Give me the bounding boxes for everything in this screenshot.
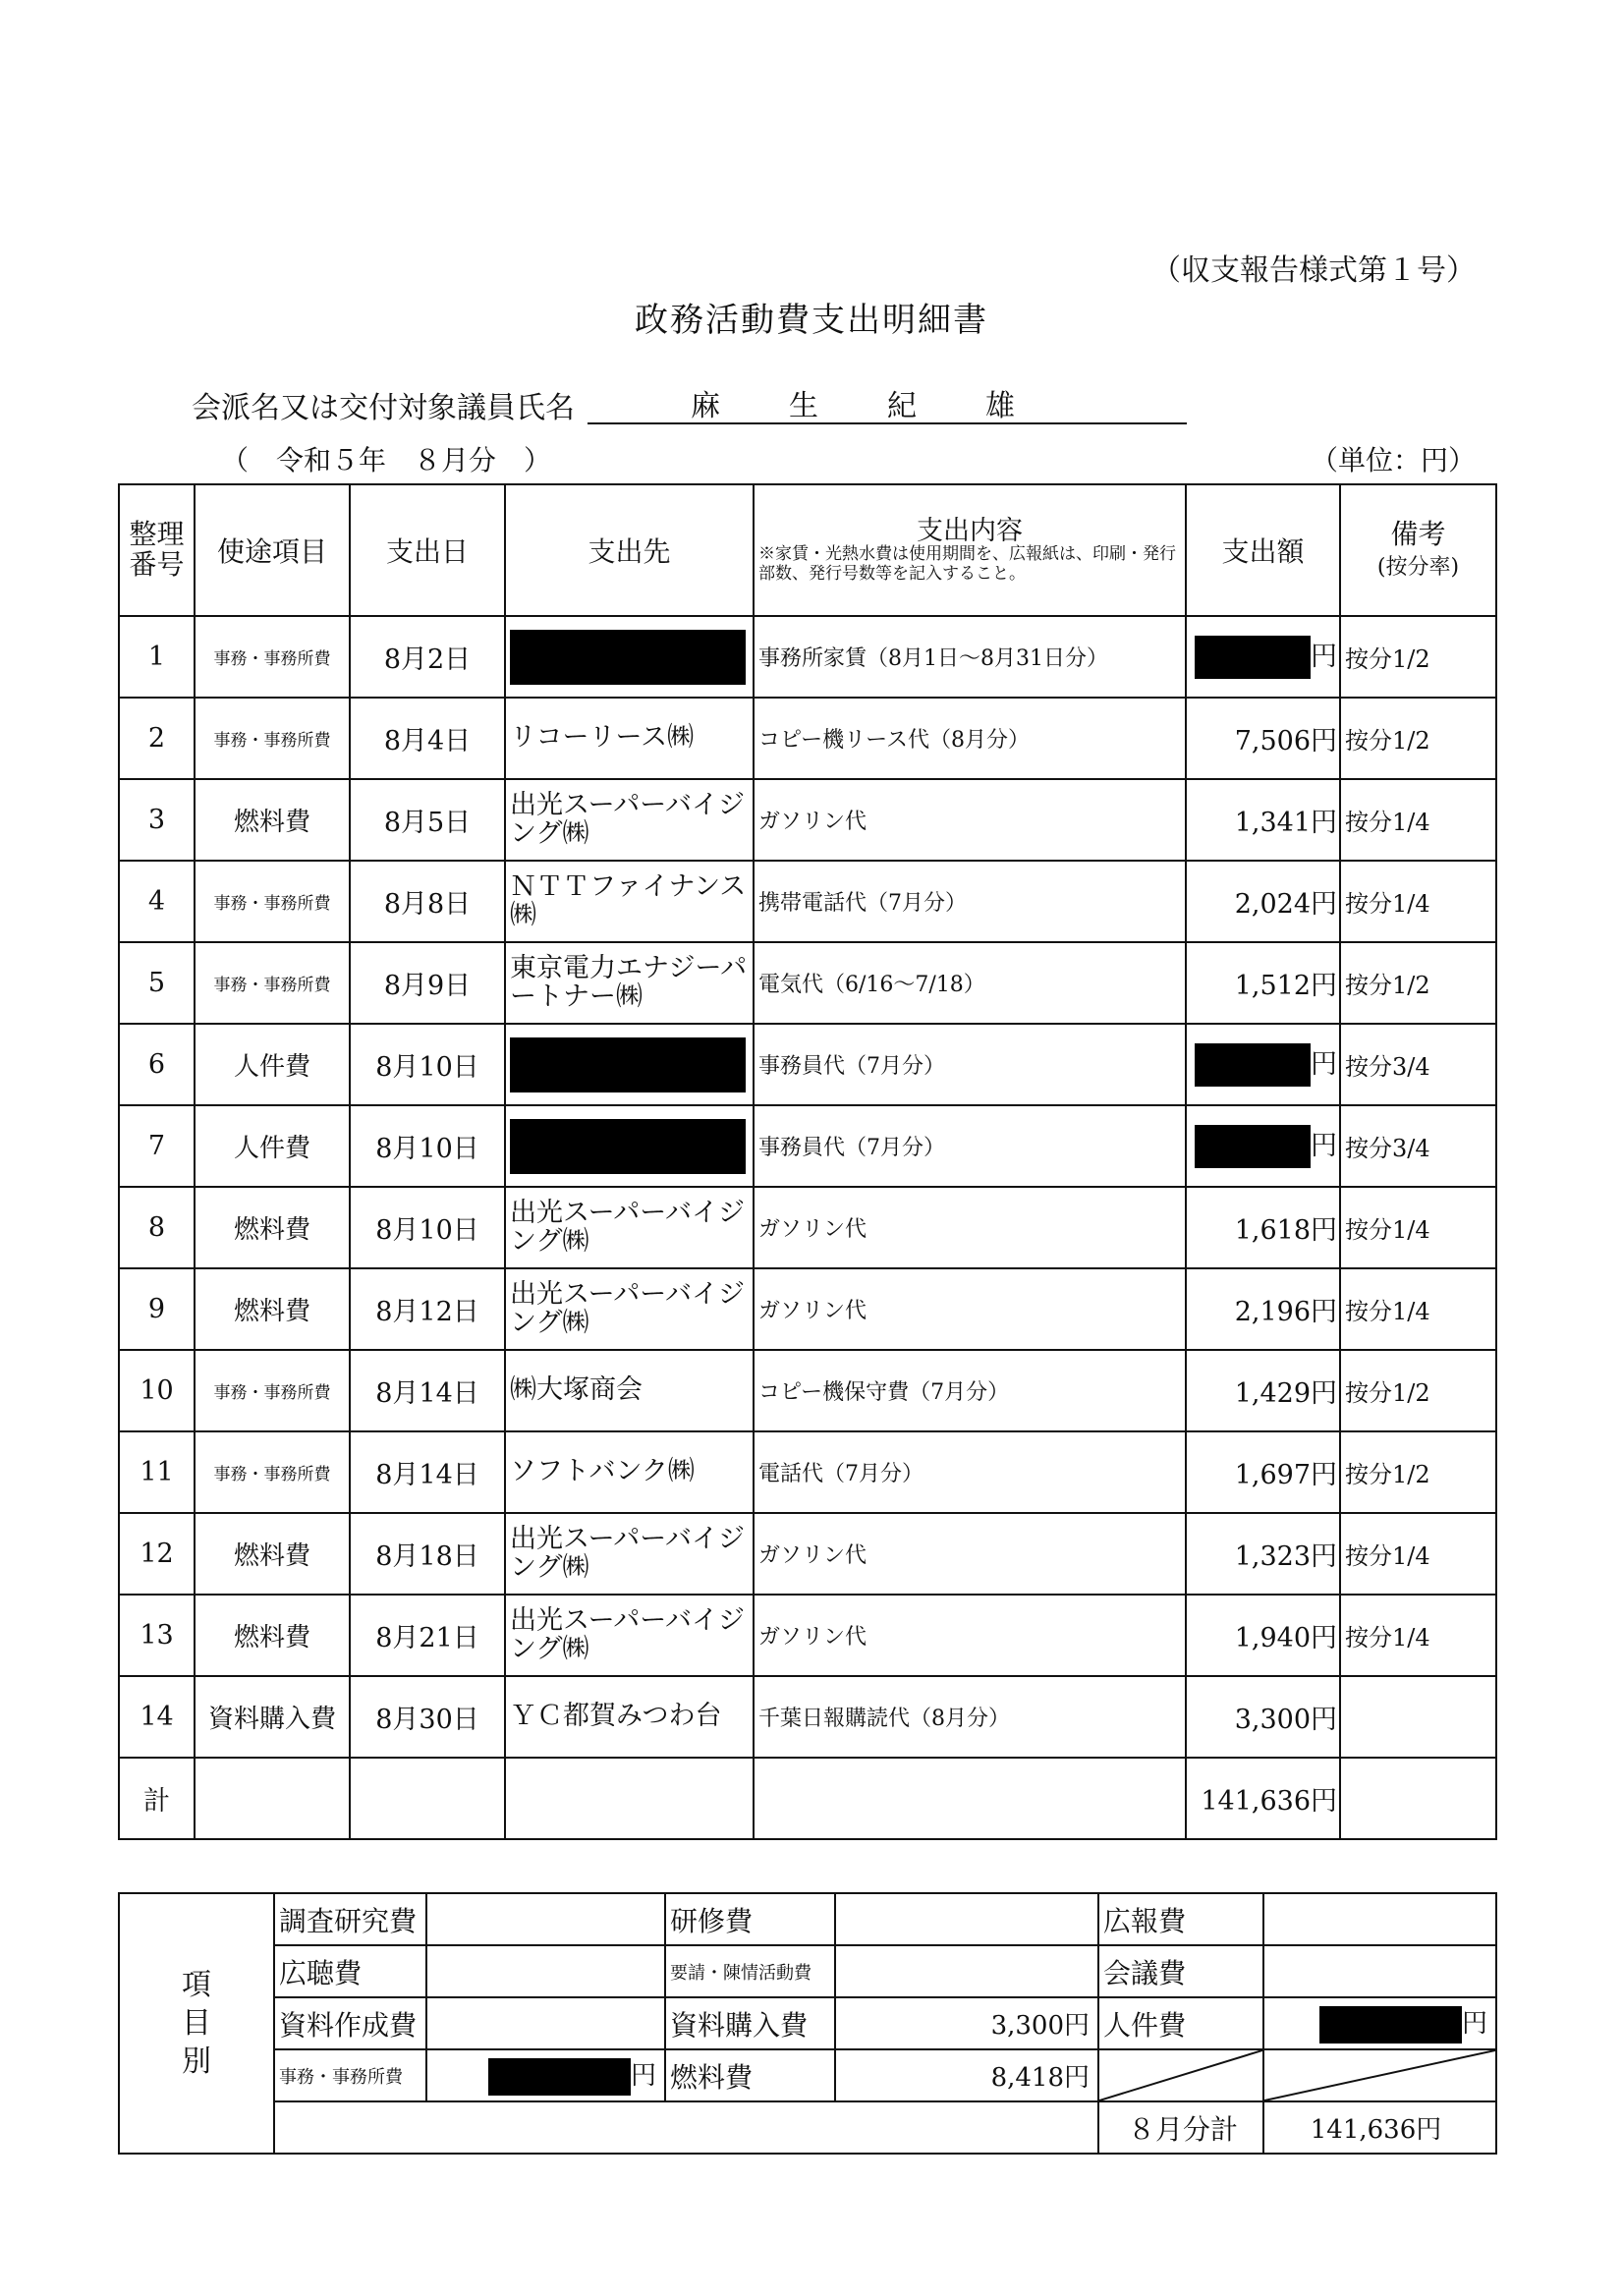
cell-content: ガソリン代	[754, 1513, 1186, 1595]
header-no: 整理番号	[119, 484, 195, 616]
value-hearing	[426, 1945, 665, 1997]
label-research: 調査研究費	[274, 1893, 426, 1945]
cell-content: コピー機保守費（7月分）	[754, 1350, 1186, 1431]
label-training: 研修費	[665, 1893, 835, 1945]
cell-note: 按分1/2	[1340, 942, 1496, 1024]
cell-date: 8月8日	[350, 861, 505, 942]
total-amount: 141,636円	[1186, 1758, 1340, 1839]
cell-amount: 1,323円	[1186, 1513, 1340, 1595]
cell-payee: ＮＴＴファイナンス㈱	[505, 861, 754, 942]
cell-payee: ㈱大塚商会	[505, 1350, 754, 1431]
cell-item: 事務・事務所費	[195, 942, 350, 1024]
cell-note: 按分1/4	[1340, 861, 1496, 942]
cell-payee: 出光スーパーバイジング㈱	[505, 779, 754, 861]
cell-no: 2	[119, 698, 195, 779]
header-note	[1340, 484, 1496, 616]
cell-note	[1340, 1676, 1496, 1758]
member-label: 会派名又は交付対象議員氏名	[192, 391, 575, 425]
value-personnel	[1263, 1997, 1496, 2049]
cell-content: 事務員代（7月分）	[754, 1024, 1186, 1105]
cell-date: 8月18日	[350, 1513, 505, 1595]
cell-date: 8月10日	[350, 1187, 505, 1268]
amount-unit: 円	[1311, 641, 1337, 672]
header-note-title: 備考	[1390, 518, 1446, 551]
diagonal-line	[1099, 2050, 1262, 2100]
cell-amount	[1186, 616, 1340, 698]
total-empty-cell	[350, 1758, 505, 1839]
total-empty-cell	[754, 1758, 1186, 1839]
value-research	[426, 1893, 665, 1945]
cell-no: 11	[119, 1431, 195, 1513]
cell-content: 事務所家賃（8月1日〜8月31日分）	[754, 616, 1186, 698]
cell-content: 千葉日報購読代（8月分）	[754, 1676, 1186, 1758]
member-name: 麻生紀雄	[588, 381, 1187, 424]
label-petition: 要請・陳情活動費	[665, 1945, 835, 1997]
cell-no: 12	[119, 1513, 195, 1595]
header-content	[754, 484, 1186, 616]
cell-date: 8月4日	[350, 698, 505, 779]
cell-content: ガソリン代	[754, 1595, 1186, 1676]
cell-payee: ＹＣ都賀みつわ台	[505, 1676, 754, 1758]
redaction-block	[510, 1037, 746, 1092]
cell-payee: 東京電力エナジーパートナー㈱	[505, 942, 754, 1024]
cell-note: 按分3/4	[1340, 1105, 1496, 1187]
cell-item: 燃料費	[195, 779, 350, 861]
cell-note: 按分3/4	[1340, 1024, 1496, 1105]
document-title: 政務活動費支出明細書	[635, 301, 988, 340]
value-fuel: 8,418円	[835, 2049, 1098, 2101]
cell-amount: 1,940円	[1186, 1595, 1340, 1676]
cell-date: 8月12日	[350, 1268, 505, 1350]
cell-amount: 2,196円	[1186, 1268, 1340, 1350]
cell-amount: 7,506円	[1186, 698, 1340, 779]
value-petition	[835, 1945, 1098, 1997]
cell-payee: リコーリース㈱	[505, 698, 754, 779]
cell-content: ガソリン代	[754, 779, 1186, 861]
cell-item: 事務・事務所費	[195, 698, 350, 779]
redaction-block	[510, 630, 746, 685]
cell-payee	[505, 616, 754, 698]
redaction-block	[510, 1119, 746, 1174]
summary-row	[119, 1893, 1496, 1945]
value-office	[426, 2049, 665, 2101]
header-date: 支出日	[350, 484, 505, 616]
cell-content: ガソリン代	[754, 1268, 1186, 1350]
cell-payee: 出光スーパーバイジング㈱	[505, 1513, 754, 1595]
cell-note: 按分1/2	[1340, 698, 1496, 779]
cell-payee: 出光スーパーバイジング㈱	[505, 1187, 754, 1268]
header-note-sub: (按分率)	[1376, 554, 1460, 580]
label-materials-make: 資料作成費	[274, 1997, 426, 2049]
cell-no: 7	[119, 1105, 195, 1187]
table-row	[119, 1024, 1496, 1105]
cell-no: 13	[119, 1595, 195, 1676]
cell-date: 8月10日	[350, 1024, 505, 1105]
cell-no: 8	[119, 1187, 195, 1268]
summary-side-label	[119, 1893, 274, 2154]
label-meeting: 会議費	[1098, 1945, 1263, 1997]
cell-date: 8月10日	[350, 1105, 505, 1187]
redaction-block	[488, 2058, 631, 2096]
table-row	[119, 942, 1496, 1024]
summary-blank-area	[274, 2101, 1098, 2154]
table-row	[119, 1513, 1496, 1595]
cell-item: 燃料費	[195, 1187, 350, 1268]
cell-content: ガソリン代	[754, 1187, 1186, 1268]
table-row	[119, 1350, 1496, 1431]
label-hearing: 広聴費	[274, 1945, 426, 1997]
total-empty-cell	[505, 1758, 754, 1839]
total-empty-cell	[1340, 1758, 1496, 1839]
category-summary-table	[118, 1892, 1497, 2155]
cell-amount: 1,341円	[1186, 779, 1340, 861]
table-row	[119, 1105, 1496, 1187]
total-empty-cell	[195, 1758, 350, 1839]
cell-amount: 1,618円	[1186, 1187, 1340, 1268]
diagonal-cell	[1098, 2049, 1263, 2101]
value-training	[835, 1893, 1098, 1945]
redaction-block	[1195, 1043, 1311, 1087]
report-period: （ 令和５年 ８月分 ）	[221, 444, 552, 476]
label-month-total: ８月分計	[1098, 2101, 1263, 2154]
cell-payee	[505, 1024, 754, 1105]
unit-label: （単位：円）	[1310, 444, 1476, 476]
table-row	[119, 861, 1496, 942]
cell-no: 9	[119, 1268, 195, 1350]
cell-amount: 1,429円	[1186, 1350, 1340, 1431]
diagonal-cell	[1263, 2049, 1496, 2101]
cell-note: 按分1/2	[1340, 1350, 1496, 1431]
label-pr: 広報費	[1098, 1893, 1263, 1945]
cell-note: 按分1/4	[1340, 779, 1496, 861]
cell-amount: 3,300円	[1186, 1676, 1340, 1758]
form-number: （収支報告様式第１号）	[1151, 253, 1476, 288]
table-row	[119, 1268, 1496, 1350]
cell-amount: 1,697円	[1186, 1431, 1340, 1513]
cell-no: 4	[119, 861, 195, 942]
cell-item: 人件費	[195, 1024, 350, 1105]
redaction-block	[1195, 1125, 1311, 1168]
amount-unit: 円	[1311, 1130, 1337, 1161]
header-payee: 支出先	[505, 484, 754, 616]
summary-row	[119, 2049, 1496, 2101]
label-personnel: 人件費	[1098, 1997, 1263, 2049]
cell-date: 8月14日	[350, 1431, 505, 1513]
cell-note: 按分1/2	[1340, 1431, 1496, 1513]
cell-item: 事務・事務所費	[195, 1350, 350, 1431]
cell-no: 1	[119, 616, 195, 698]
cell-date: 8月14日	[350, 1350, 505, 1431]
cell-content: 事務員代（7月分）	[754, 1105, 1186, 1187]
cell-note: 按分1/4	[1340, 1513, 1496, 1595]
expense-table	[118, 483, 1497, 1840]
diagonal-line	[1264, 2050, 1495, 2100]
redaction-block	[1319, 2006, 1462, 2044]
table-row	[119, 698, 1496, 779]
value-materials-make	[426, 1997, 665, 2049]
summary-row	[119, 1945, 1496, 1997]
header-item: 使途項目	[195, 484, 350, 616]
table-row	[119, 779, 1496, 861]
office-unit: 円	[630, 2061, 656, 2091]
cell-amount	[1186, 1105, 1340, 1187]
cell-date: 8月21日	[350, 1595, 505, 1676]
summary-row	[119, 1997, 1496, 2049]
cell-amount	[1186, 1024, 1340, 1105]
cell-item: 人件費	[195, 1105, 350, 1187]
cell-amount: 1,512円	[1186, 942, 1340, 1024]
header-content-note: ※家賃・光熱水費は使用期間を、広報紙は、印刷・発行部数、発行号数等を記入すること。	[758, 544, 1176, 584]
summary-row	[119, 2101, 1496, 2154]
table-row	[119, 1595, 1496, 1676]
header-content-title: 支出内容	[917, 515, 1023, 546]
cell-content: コピー機リース代（8月分）	[754, 698, 1186, 779]
cell-no: 5	[119, 942, 195, 1024]
cell-no: 14	[119, 1676, 195, 1758]
redaction-block	[1195, 636, 1311, 679]
total-row	[119, 1758, 1496, 1839]
table-row	[119, 616, 1496, 698]
cell-date: 8月5日	[350, 779, 505, 861]
label-fuel: 燃料費	[665, 2049, 835, 2101]
cell-item: 燃料費	[195, 1513, 350, 1595]
cell-item: 資料購入費	[195, 1676, 350, 1758]
label-office: 事務・事務所費	[274, 2049, 426, 2101]
cell-payee: 出光スーパーバイジング㈱	[505, 1268, 754, 1350]
cell-note: 按分1/4	[1340, 1595, 1496, 1676]
cell-item: 燃料費	[195, 1595, 350, 1676]
amount-unit: 円	[1311, 1048, 1337, 1080]
table-row	[119, 1676, 1496, 1758]
personnel-unit: 円	[1461, 2009, 1487, 2039]
table-row	[119, 1431, 1496, 1513]
summary-side-text: 項目別	[182, 1968, 211, 2079]
cell-note: 按分1/4	[1340, 1268, 1496, 1350]
cell-content: 電気代（6/16〜7/18）	[754, 942, 1186, 1024]
cell-amount: 2,024円	[1186, 861, 1340, 942]
value-materials-buy: 3,300円	[835, 1997, 1098, 2049]
header-amount: 支出額	[1186, 484, 1340, 616]
cell-no: 3	[119, 779, 195, 861]
cell-item: 燃料費	[195, 1268, 350, 1350]
cell-item: 事務・事務所費	[195, 616, 350, 698]
cell-no: 10	[119, 1350, 195, 1431]
value-pr	[1263, 1893, 1496, 1945]
cell-payee	[505, 1105, 754, 1187]
cell-date: 8月30日	[350, 1676, 505, 1758]
cell-item: 事務・事務所費	[195, 1431, 350, 1513]
cell-note: 按分1/2	[1340, 616, 1496, 698]
cell-content: 電話代（7月分）	[754, 1431, 1186, 1513]
cell-item: 事務・事務所費	[195, 861, 350, 942]
cell-note: 按分1/4	[1340, 1187, 1496, 1268]
cell-payee: 出光スーパーバイジング㈱	[505, 1595, 754, 1676]
table-row	[119, 1187, 1496, 1268]
total-label: 計	[119, 1758, 195, 1839]
cell-date: 8月9日	[350, 942, 505, 1024]
cell-payee: ソフトバンク㈱	[505, 1431, 754, 1513]
table-header-row	[119, 484, 1496, 616]
label-materials-buy: 資料購入費	[665, 1997, 835, 2049]
cell-no: 6	[119, 1024, 195, 1105]
cell-content: 携帯電話代（7月分）	[754, 861, 1186, 942]
value-month-total: 141,636円	[1263, 2101, 1496, 2154]
cell-date: 8月2日	[350, 616, 505, 698]
value-meeting	[1263, 1945, 1496, 1997]
